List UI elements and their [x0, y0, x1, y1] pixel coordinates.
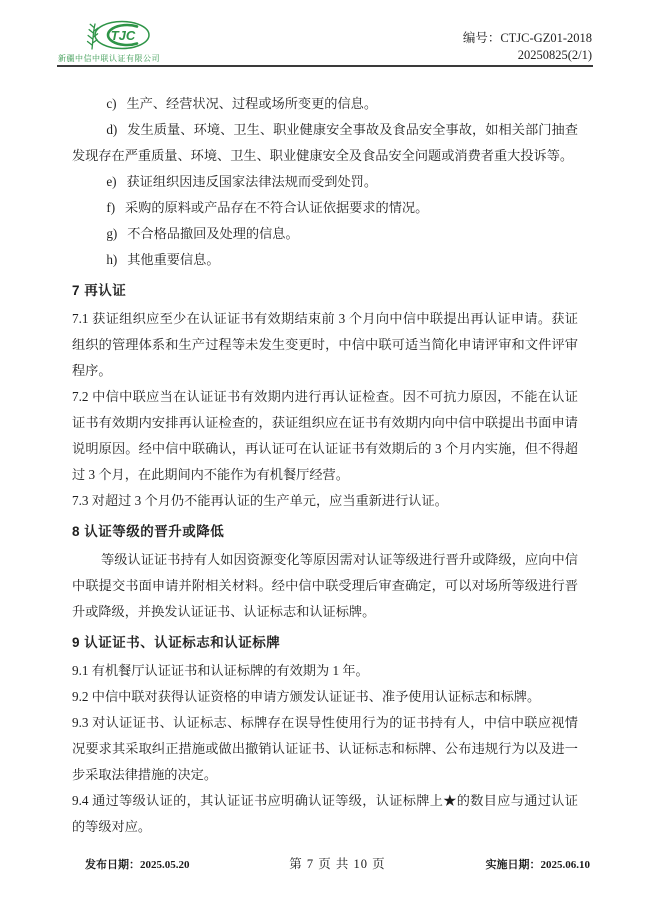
list-item-f [72, 195, 578, 221]
wheat-icon [88, 24, 99, 49]
ctjc-logo-icon [84, 18, 152, 52]
list-item-d [72, 117, 578, 169]
paragraph-7-1: 7.1 获证组织应至少在认证证书有效期结束前 3 个月向中信中联提出再认证申请。获证组织的管理体系和生产过程等未发生变更时，中信中联可适当简化申请评审和文件评审程序。 [72, 311, 578, 378]
release-date-value: 2025.05.20 [140, 859, 190, 871]
release-date-label: 发布日期： [85, 859, 140, 871]
section-9-heading: 9 认证证书、认证标志和认证标牌 [72, 635, 281, 650]
list-marker: h) [106, 252, 118, 267]
paragraph-9-3: 9.3 对认证证书、认证标志、标牌存在误导性使用行为的证书持有人，中信中联应视情况要求其采取纠正措施或做出撤销认证证书、认证标志和标牌、公布违规行为以及进一步采取法律措施的决定。 [72, 715, 578, 782]
document-body [0, 67, 650, 840]
section-8-heading: 8 认证等级的晋升或降低 [72, 524, 225, 539]
list-item-g [72, 221, 578, 247]
implementation-date-label: 实施日期： [485, 859, 541, 871]
list-marker: g) [106, 226, 118, 241]
list-marker: e) [106, 174, 117, 189]
list-text: 生产、经营状况、过程或场所变更的信息。 [126, 96, 378, 111]
list-text: 不合格品撤回及处理的信息。 [127, 226, 299, 241]
paragraph-9-2: 9.2 中信中联对获得认证资格的申请方颁发认证证书、准予使用认证标志和标牌。 [72, 689, 541, 704]
list-text: 发生质量、环境、卫生、职业健康安全事故及食品安全事故，如相关部门抽查发现存在严重质量、环境、卫生、职业健康安全及食品安全问题或消费者重大投诉等。 [72, 122, 578, 163]
logo-letters: TJC [110, 28, 136, 43]
document-number-block [463, 30, 592, 64]
list-marker: d) [106, 122, 118, 137]
paragraph-8-body: 等级认证证书持有人如因资源变化等原因需对认证等级进行晋升或降级，应向中信中联提交书面申请并附相关材料。经中信中联受理后审查确定，可以对场所等级进行晋升或降级，并换发认证证书、认证标志和认证标牌。 [72, 552, 578, 619]
list-item-h [72, 247, 578, 273]
implementation-date-value: 2025.06.10 [540, 859, 590, 871]
list-text: 获证组织因违反国家法律法规而受到处罚。 [126, 174, 378, 189]
document-number-label: 编号： [462, 31, 501, 45]
document-number-line [463, 30, 592, 47]
header-logo-block [58, 18, 160, 64]
list-marker: f) [106, 200, 116, 215]
list-item-e [72, 169, 578, 195]
paragraph-7-3: 7.3 对超过 3 个月仍不能再认证的生产单元，应当重新进行认证。 [72, 493, 448, 508]
list-text: 采购的原料或产品存在不符合认证依据要求的情况。 [125, 200, 429, 215]
list-item-c [72, 91, 578, 117]
page-number: 第 7 页 共 10 页 [289, 857, 386, 871]
section-7-heading: 7 再认证 [72, 283, 127, 298]
list-marker: c) [106, 96, 117, 111]
paragraph-9-1: 9.1 有机餐厅认证证书和认证标牌的有效期为 1 年。 [72, 663, 369, 678]
document-version: 20250825(2/1) [517, 48, 592, 62]
page-footer [0, 854, 650, 872]
paragraph-9-4: 9.4 通过等级认证的，其认证证书应明确认证等级，认证标牌上★的数目应与通过认证的等级对应。 [72, 793, 578, 834]
company-name: 新疆中信中联认证有限公司 [58, 54, 160, 63]
page-header [0, 0, 650, 64]
release-date [85, 856, 190, 872]
list-text: 其他重要信息。 [127, 252, 220, 267]
document-number: CTJC-GZ01-2018 [500, 31, 592, 45]
paragraph-7-2: 7.2 中信中联应当在认证证书有效期内进行再认证检查。因不可抗力原因，不能在认证证书有效期内安排再认证检查的，获证组织应在证书有效期内向中信中联提出书面申请说明原因。经中信中联确认，再认证可在认证证书有效期后的 3 个月内实施，但不得超过 3 个月，在此期间内不能作为有机餐厅经营。 [72, 389, 578, 482]
implementation-date [485, 856, 590, 872]
